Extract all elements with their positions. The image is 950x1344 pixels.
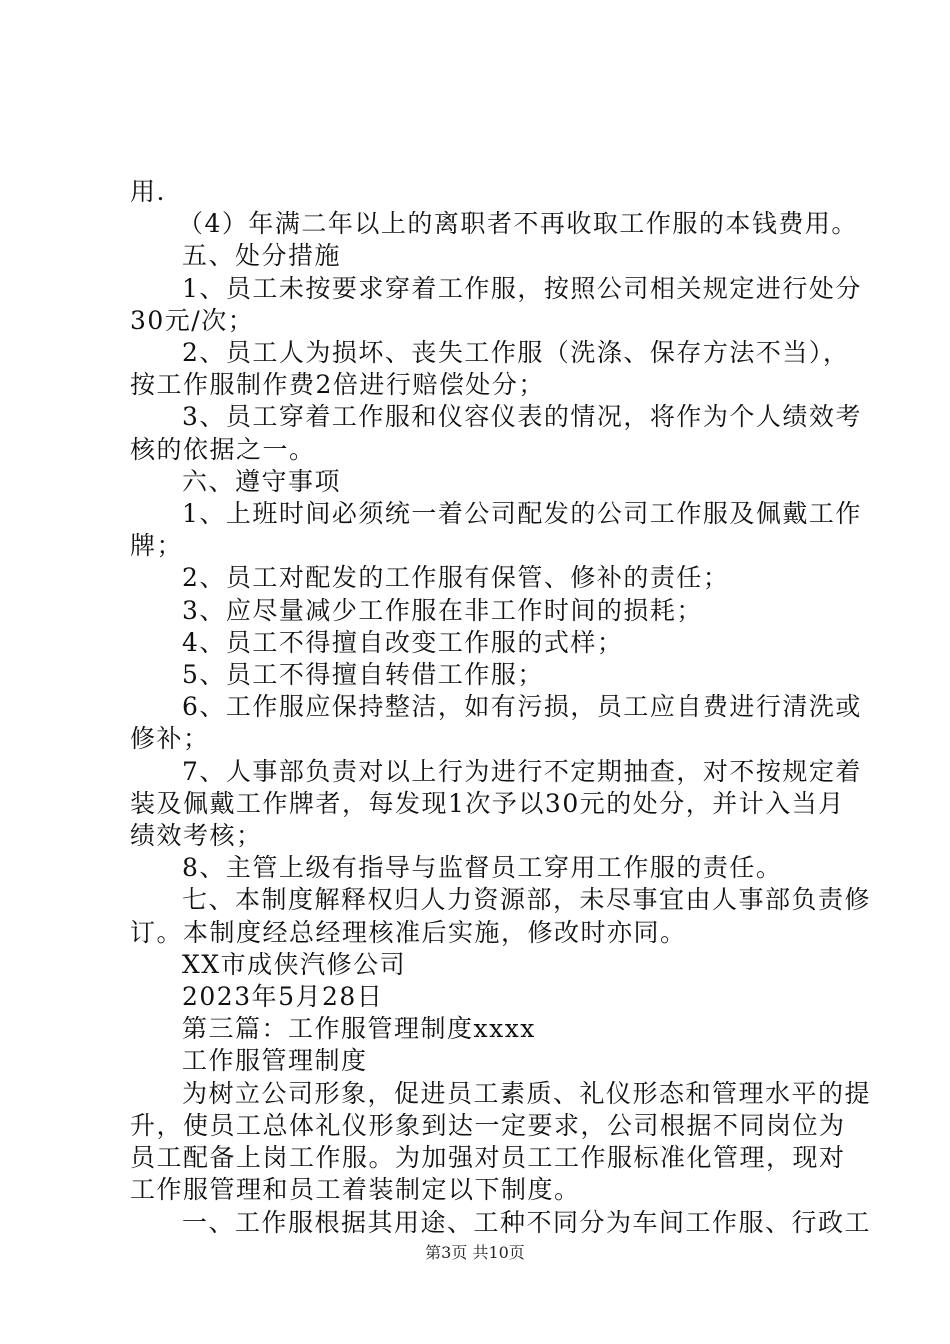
text-line: 一、工作服根据其用途、工种不同分为车间工作服、行政工 (182, 1207, 872, 1237)
text-line: 1、员工未按要求穿着工作服，按照公司相关规定进行处分 (182, 273, 862, 303)
text-line: 装及佩戴工作牌者，每发现1次予以30元的处分，并计入当月 (130, 788, 845, 818)
text-line: 七、本制度解释权归人力资源部，未尽事宜由人事部负责修 (182, 885, 872, 915)
text-line: 六、遵守事项 (182, 466, 342, 496)
text-line: 用. (130, 177, 166, 206)
text-line: 订。本制度经总经理核准后实施，修改时亦同。 (130, 917, 687, 947)
text-line: 按工作服制作费2倍进行赔偿处分； (130, 370, 545, 400)
text-line: 核的依据之一。 (130, 434, 316, 464)
text-line: 8、主管上级有指导与监督员工穿用工作服的责任。 (182, 853, 783, 883)
text-line: 5、员工不得擅自转借工作服； (182, 660, 544, 690)
text-line: 升，使员工总体礼仪形象到达一定要求，公司根据不同岗位为 (130, 1110, 846, 1140)
text-line: 30元/次； (130, 305, 255, 335)
page-footer: 第3页 共10页 (425, 1243, 525, 1262)
text-line: 4、员工不得擅自改变工作服的式样； (182, 627, 624, 657)
text-line: 第三篇：工作服管理制度xxxx (182, 1014, 536, 1044)
text-line: 绩效考核； (130, 821, 263, 851)
text-line: XX市成侠汽修公司 (182, 949, 407, 979)
text-line: （4）年满二年以上的离职者不再收取工作服的本钱费用。 (178, 209, 858, 239)
text-line: 6、工作服应保持整洁，如有污损，员工应自费进行清洗或 (182, 692, 862, 722)
text-line: 3、应尽量减少工作服在非工作时间的损耗； (182, 595, 703, 625)
text-line: 1、上班时间必须统一着公司配发的公司工作服及佩戴工作 (182, 499, 862, 529)
text-line: 为树立公司形象，促进员工素质、礼仪形态和管理水平的提 (182, 1078, 872, 1108)
text-line: 工作服管理和员工着装制定以下制度。 (130, 1175, 581, 1205)
text-line: 3、员工穿着工作服和仪容仪表的情况，将作为个人绩效考 (182, 402, 862, 432)
text-line: 2、员工对配发的工作服有保管、修补的责任； (182, 563, 730, 593)
text-line: 7、人事部负责对以上行为进行不定期抽查，对不按规定着 (182, 756, 862, 786)
text-line: 2023年5月28日 (182, 982, 384, 1012)
text-line: 工作服管理制度 (182, 1046, 368, 1076)
text-line: 五、处分措施 (182, 241, 342, 271)
text-line: 2、员工人为损坏、丧失工作服（洗涤、保存方法不当）， (182, 338, 850, 368)
document-body (130, 176, 872, 1239)
text-line: 牌； (130, 531, 184, 561)
text-line: 员工配备上岗工作服。为加强对员工工作服标准化管理，现对 (130, 1143, 846, 1173)
text-line: 修补； (130, 724, 210, 754)
